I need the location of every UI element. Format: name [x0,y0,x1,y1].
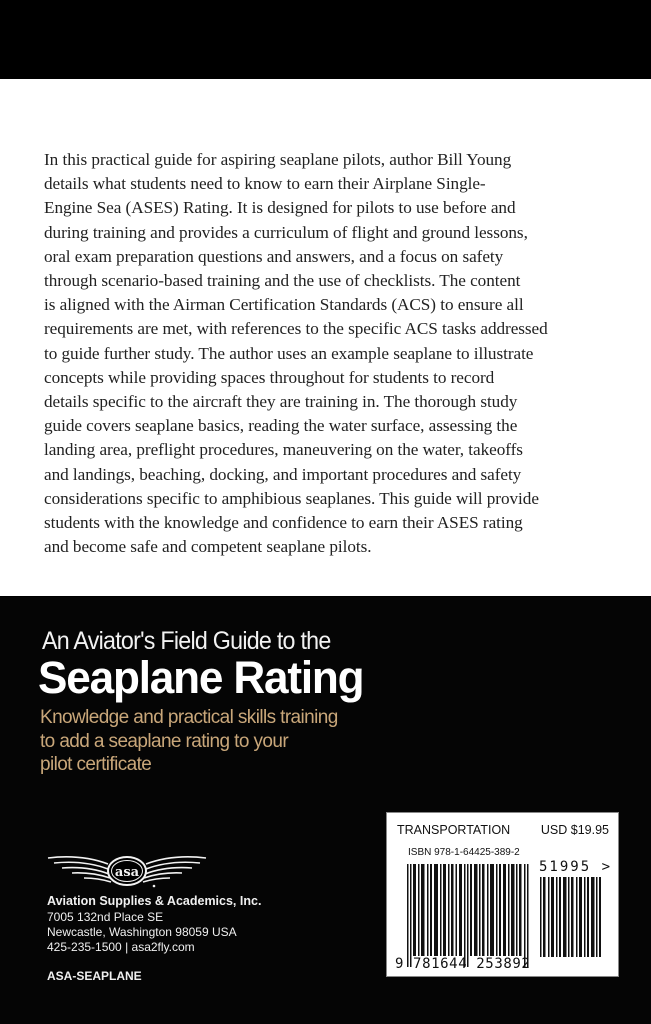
subtitle-line: to add a seaplane rating to your [40,730,289,752]
subtitle-line: pilot certificate [40,754,152,775]
description-line: In this practical guide for aspiring seaplane pilots, author Bill Young [44,150,512,169]
description-line: landing area, preflight procedures, maneuvering on the water, takeoffs [44,440,523,460]
description-line: is aligned with the Airman Certification Standards (ACS) to ensure all [44,295,524,315]
description-line: and landings, beaching, docking, and important procedures and safety [44,464,522,484]
top-black-band [0,0,651,78]
description-line: and become safe and competent seaplane pilots. [44,537,372,557]
isbn-text: ISBN 978-1-64425-389-2 [408,847,520,858]
svg-text:asa: asa [114,865,140,880]
barcode-label [386,812,619,977]
subtitle-line: Knowledge and practical skills training [40,707,338,728]
publisher-info [47,893,261,983]
series-kicker: An Aviator's Field Guide to the [42,627,331,655]
publisher-name: Aviation Supplies & Academics, Inc. [47,894,262,908]
product-code: ASA-SEAPLANE [47,969,142,983]
publisher-contact: 425-235-1500 | asa2fly.com [47,940,195,954]
publisher-address-line2: Newcastle, Washington 98059 USA [47,925,237,939]
description-line: guide covers seaplane basics, reading the water surface, assessing the [44,416,518,436]
book-description [44,148,624,559]
description-line: oral exam preparation questions and answers, and a focus on safety [44,246,504,266]
book-title: Seaplane Rating [38,652,364,703]
description-line: Engine Sea (ASES) Rating. It is designed for pilots to use before and [44,198,516,218]
description-line: to guide further study. The author uses an example seaplane to illustrate [44,343,534,363]
isbn-barcode-icon [407,864,529,967]
price-addon-barcode-icon [540,877,602,957]
description-line: through scenario-based training and the use of checklists. The content [44,271,521,291]
description-line: concepts while providing spaces throughout for students to record [44,367,495,387]
description-line: details what students need to know to earn their Airplane Single- [44,174,486,194]
description-line: details specific to the aircraft they are training in. The thorough study [44,392,518,412]
description-line: considerations specific to amphibious seaplanes. This guide will provide [44,488,539,508]
description-line: requirements are met, with references to the specific ACS tasks addressed [44,319,548,339]
description-line: during training and provides a curriculum of flight and ground lessons, [44,222,528,242]
description-line: students with the knowledge and confidence to earn their ASES rating [44,513,523,533]
book-category: TRANSPORTATION [397,823,511,837]
book-price: USD $19.95 [540,823,609,837]
winged-badge-icon [46,850,208,890]
barcode-digits: 9 781644 253892 [395,956,531,972]
publisher-address-line1: 7005 132nd Place SE [47,910,164,924]
price-addon-code: 51995 > [539,859,613,875]
book-subtitle [40,706,440,777]
